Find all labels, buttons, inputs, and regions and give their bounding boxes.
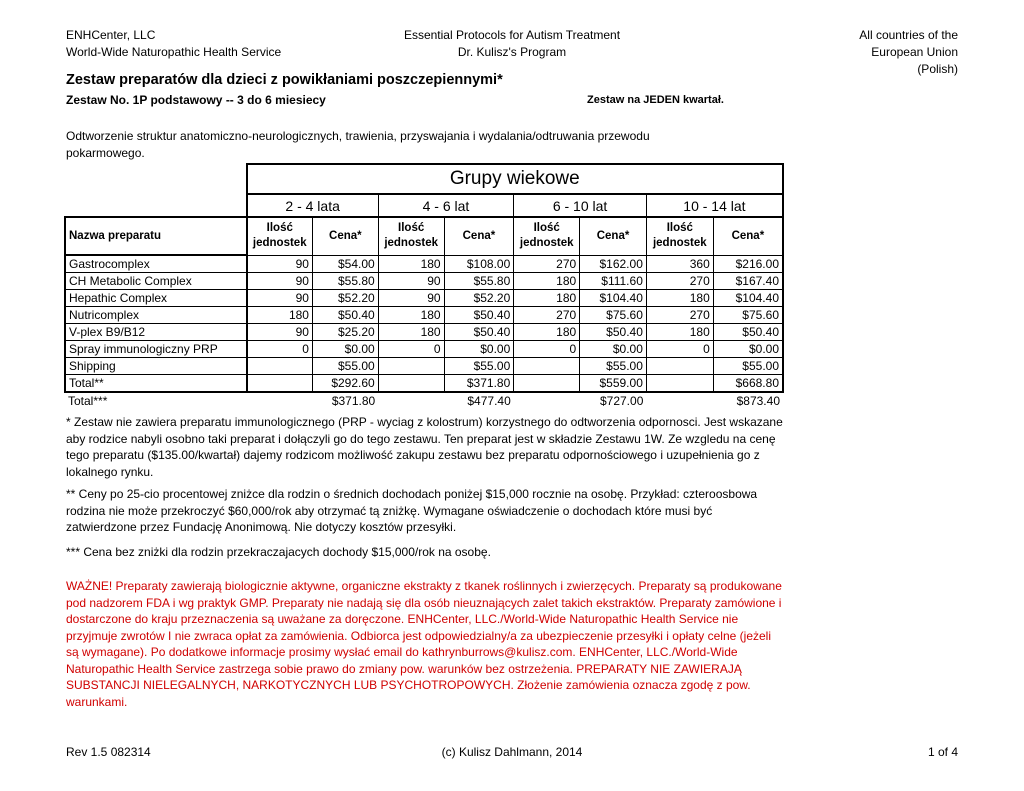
price-cell: $0.00 — [312, 341, 378, 358]
quantity-cell: 90 — [247, 273, 313, 290]
quantity-cell: 270 — [514, 307, 580, 324]
age-group-4: 10 - 14 lat — [646, 194, 783, 217]
note-2: ** Ceny po 25-cio procentowej zniżce dla rodzin o średnich dochodach poniżej $15,000 rocznie na osobę. Przykład: czteroosbowa rodzina nie może przekroczyć $60,000/rok aby otrzymać tą zniżkę. Wymagane oświadczenie o dochodach które musi być zatwierdzone przez Fundację Anonimową. Nie dotyczy kosztów przesyłki. — [66, 487, 758, 534]
quantity-cell: 180 — [247, 307, 313, 324]
price-cell: $104.40 — [580, 290, 647, 307]
quantity-cell: 0 — [378, 341, 444, 358]
price-cell: $216.00 — [713, 255, 783, 273]
quantity-cell: 360 — [646, 255, 713, 273]
quantity-cell — [247, 358, 313, 375]
qty-header: Ilość jednostek — [646, 217, 713, 255]
quarter-note: Zestaw na JEDEN kwartał. — [587, 94, 724, 106]
price-header: Cena* — [580, 217, 647, 255]
quantity-cell: 180 — [378, 307, 444, 324]
age-group-2: 4 - 6 lat — [378, 194, 514, 217]
region-line-3: (Polish) — [917, 62, 958, 76]
table-row — [65, 324, 783, 341]
company-name: ENHCenter, LLC — [66, 28, 156, 42]
table-row — [65, 307, 783, 324]
name-header: Nazwa preparatu — [65, 217, 247, 255]
page-title: Zestaw preparatów dla dzieci z powikłaniami poszczepiennymi* — [66, 72, 503, 88]
quantity-cell — [514, 375, 580, 393]
header-right — [859, 27, 958, 78]
age-group-1: 2 - 4 lata — [247, 194, 379, 217]
note-3: *** Cena bez zniżki dla rodzin przekraczajacych dochody $15,000/rok na osobę. — [66, 545, 491, 559]
price-cell: $0.00 — [580, 341, 647, 358]
row-name: Gastrocomplex — [65, 255, 247, 273]
price-cell: $162.00 — [580, 255, 647, 273]
table-row — [65, 358, 783, 375]
age-groups-title: Grupy wiekowe — [247, 164, 783, 194]
price-header: Cena* — [444, 217, 514, 255]
price-cell: $104.40 — [713, 290, 783, 307]
age-group-3: 6 - 10 lat — [514, 194, 647, 217]
row-name: Nutricomplex — [65, 307, 247, 324]
quantity-cell — [247, 375, 313, 393]
quantity-cell: 180 — [646, 290, 713, 307]
quantity-cell: 90 — [247, 324, 313, 341]
row-name: Spray immunologiczny PRP — [65, 341, 247, 358]
footer-copyright: (c) Kulisz Dahlmann, 2014 — [441, 745, 583, 759]
warning-text: WAŻNE! Preparaty zawierają biologicznie aktywne, organiczne ekstrakty z tkanek roślinnych i zwierzęcych. Preparaty są produkowane pod nadzorem FDA i wg praktyk GMP. Preparaty nie nadają się dla osób nieuznających zalet takich ekstraktów. Preparaty zamówione i dostarczone do kraju przeznaczenia są uważane za doręczone. ENHCenter, LLC./World-Wide Naturopathic Health Service nie przyjmuje zwrotów I nie zwraca opłat za zamówienia. Odbiorca jest odpowiedzialny/a za ubezpieczenie przesyłki i opłaty celne (jeżeli są wymagane). Po dodatkowe informacje prosimy wysłać email do kathrynburrows@kulisz.com. ENHCenter, LLC./World-Wide Naturopathic Health Service zastrzega sobie prawo do zmiany pow. warunków bez ostrzeżenia. PREPARATY NIE ZAWIERAJĄ SUBSTANCJI NIELEGALNYCH, NARKOTYCZNYCH LUB PSYCHOTROPOWYCH. Złożenie zamówienia oznacza zgodę z pow. warunkami. — [66, 579, 782, 709]
total3-value: $727.00 — [599, 394, 644, 408]
qty-header: Ilość jednostek — [378, 217, 444, 255]
total3-value: $873.40 — [736, 394, 780, 408]
note-1: * Zestaw nie zawiera preparatu immunologicznego (PRP - wyciag z kolostrum) korzystnego do odtworzenia odpornosci. Jest wskazane aby rodzice nabyli osobno taki preparat i dołączyli go do tego zestawu. Ten preparat jest w składzie Zestawu 1W. Ze wzgledu na cenę tego preparatu ($135.00/kwartał) dajemy rodzicom możliwość zakupu zestawu bez preparatu odpornościowego i uzupełnienia go z lokalnego rynku. — [66, 415, 783, 479]
quantity-cell: 270 — [646, 273, 713, 290]
price-cell: $54.00 — [312, 255, 378, 273]
price-cell: $52.20 — [444, 290, 514, 307]
table-row — [65, 255, 783, 273]
price-cell: $55.00 — [312, 358, 378, 375]
row-name: Hepathic Complex — [65, 290, 247, 307]
row-name: Total*** — [68, 394, 108, 408]
quantity-cell: 0 — [514, 341, 580, 358]
quantity-cell: 180 — [646, 324, 713, 341]
region-line-1: All countries of the — [859, 28, 958, 42]
price-cell: $167.40 — [713, 273, 783, 290]
footer-revision: Rev 1.5 082314 — [66, 745, 151, 759]
price-header: Cena* — [713, 217, 783, 255]
price-cell: $55.80 — [312, 273, 378, 290]
price-cell: $50.40 — [444, 307, 514, 324]
total-undiscounted-row — [65, 392, 783, 409]
price-cell: $0.00 — [713, 341, 783, 358]
price-cell: $50.40 — [580, 324, 647, 341]
table-row — [65, 341, 783, 358]
total3-value: $371.80 — [331, 394, 376, 408]
row-name: Total** — [65, 375, 247, 393]
price-table — [64, 163, 784, 409]
quantity-cell — [646, 375, 713, 393]
table-row — [65, 273, 783, 290]
quantity-cell: 180 — [378, 255, 444, 273]
header-center — [362, 27, 662, 61]
qty-header: Ilość jednostek — [514, 217, 580, 255]
row-name: V-plex B9/B12 — [65, 324, 247, 341]
program-title: Essential Protocols for Autism Treatment — [403, 28, 621, 42]
quantity-cell: 90 — [247, 255, 313, 273]
price-cell: $55.80 — [444, 273, 514, 290]
price-header: Cena* — [312, 217, 378, 255]
price-cell: $559.00 — [580, 375, 647, 393]
intro-text: Odtworzenie struktur anatomiczno-neurologicznych, trawienia, przyswajania i wydalania/odtruwania przewodu pokarmowego. — [66, 129, 650, 160]
price-cell: $50.40 — [444, 324, 514, 341]
price-cell: $668.80 — [713, 375, 783, 393]
price-cell: $108.00 — [444, 255, 514, 273]
quantity-cell: 270 — [646, 307, 713, 324]
price-cell: $55.00 — [713, 358, 783, 375]
quantity-cell: 90 — [247, 290, 313, 307]
price-cell: $371.80 — [444, 375, 514, 393]
price-cell: $292.60 — [312, 375, 378, 393]
quantity-cell: 180 — [514, 324, 580, 341]
qty-header: Ilość jednostek — [247, 217, 313, 255]
price-cell: $25.20 — [312, 324, 378, 341]
quantity-cell: 0 — [646, 341, 713, 358]
price-cell: $75.60 — [713, 307, 783, 324]
price-cell: $55.00 — [580, 358, 647, 375]
quantity-cell: 180 — [514, 290, 580, 307]
quantity-cell — [514, 358, 580, 375]
quantity-cell: 90 — [378, 273, 444, 290]
price-cell: $52.20 — [312, 290, 378, 307]
footer-page-number: 1 of 4 — [927, 745, 958, 759]
row-name: CH Metabolic Complex — [65, 273, 247, 290]
quantity-cell: 0 — [247, 341, 313, 358]
kit-subtitle: Zestaw No. 1P podstawowy -- 3 do 6 miesiecy — [66, 93, 326, 107]
header-left — [66, 27, 281, 61]
quantity-cell — [378, 358, 444, 375]
quantity-cell — [646, 358, 713, 375]
price-cell: $75.60 — [580, 307, 647, 324]
table-row — [65, 290, 783, 307]
price-cell: $0.00 — [444, 341, 514, 358]
total3-value: $477.40 — [467, 394, 511, 408]
quantity-cell — [378, 375, 444, 393]
quantity-cell: 180 — [514, 273, 580, 290]
program-author: Dr. Kulisz's Program — [457, 45, 567, 59]
table-row — [65, 375, 783, 393]
service-name: World-Wide Naturopathic Health Service — [66, 45, 282, 59]
region-line-2: European Union — [871, 45, 958, 59]
quantity-cell: 90 — [378, 290, 444, 307]
price-cell: $50.40 — [312, 307, 378, 324]
price-cell: $111.60 — [580, 273, 647, 290]
price-cell: $55.00 — [444, 358, 514, 375]
price-cell: $50.40 — [713, 324, 783, 341]
row-name: Shipping — [65, 358, 247, 375]
quantity-cell: 270 — [514, 255, 580, 273]
quantity-cell: 180 — [378, 324, 444, 341]
